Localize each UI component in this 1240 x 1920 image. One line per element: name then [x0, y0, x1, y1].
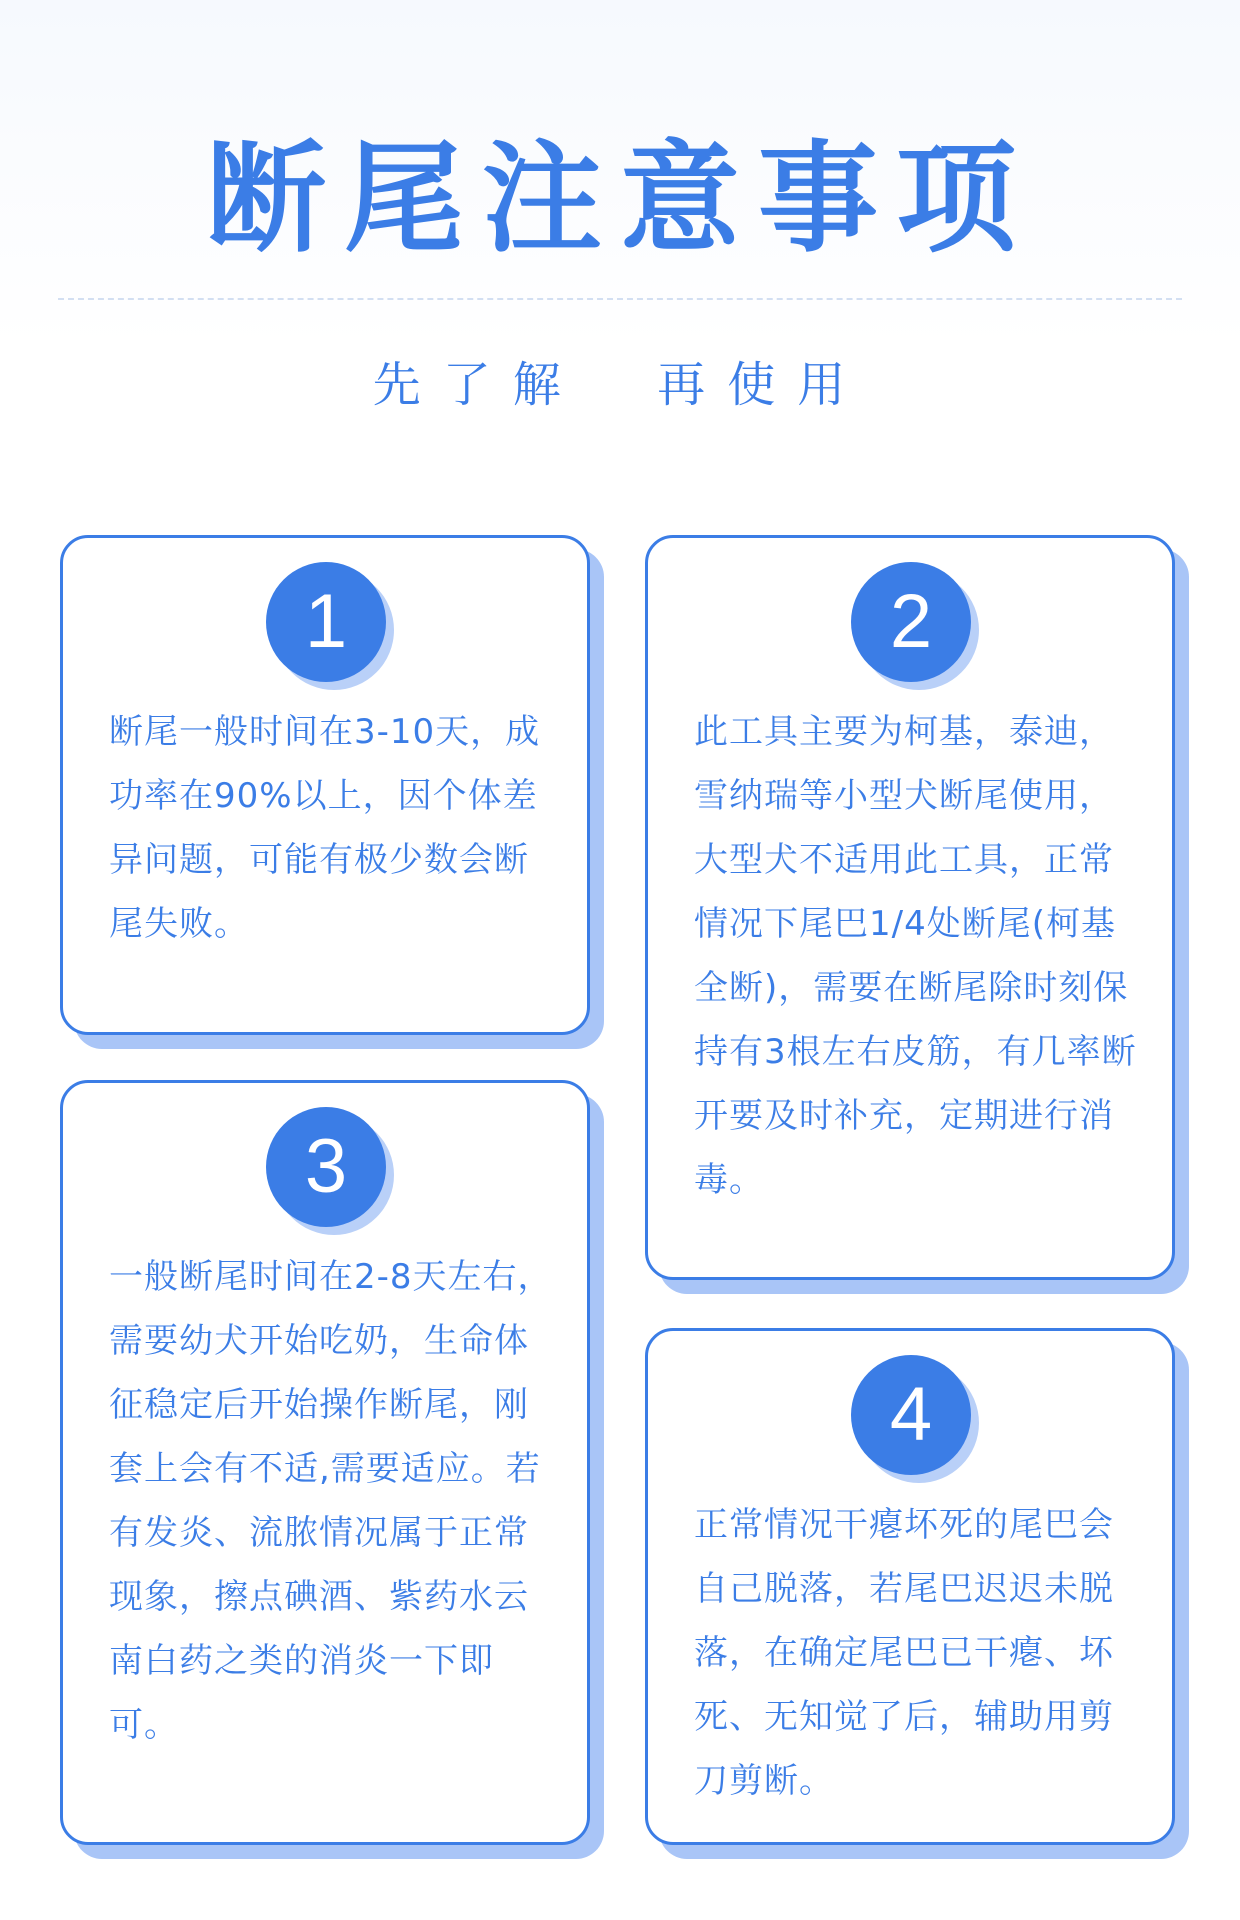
- number-badge-2: 2: [851, 562, 971, 682]
- number-badge-1: 1: [266, 562, 386, 682]
- card-text-3: 一般断尾时间在2-8天左右，需要幼犬开始吃奶，生命体征稳定后开始操作断尾，刚套上会有不适,需要适应。若有发炎、流脓情况属于正常现象，擦点碘酒、紫药水云南白药之类的消炎一下即可。: [109, 1257, 553, 1745]
- notice-card-1: [60, 535, 590, 1035]
- notice-card-3: [60, 1080, 590, 1845]
- number-badge-3: 3: [266, 1107, 386, 1227]
- page-title: 断尾注意事项: [206, 130, 1034, 269]
- notice-card-2: [645, 535, 1175, 1280]
- page-subtitle: 先了解 再使用: [372, 357, 868, 413]
- card-text-4: 正常情况干瘪坏死的尾巴会自己脱落，若尾巴迟迟未脱落，在确定尾巴已干瘪、坏死、无知觉了后，辅助用剪刀剪断。: [694, 1505, 1114, 1801]
- card-text-2: 此工具主要为柯基，泰迪，雪纳瑞等小型犬断尾使用，大型犬不适用此工具，正常情况下尾巴1/4处断尾(柯基全断)，需要在断尾除时刻保持有3根左右皮筋，有几率断开要及时补充，定期进行消毒。: [694, 712, 1137, 1200]
- divider: [58, 298, 1182, 300]
- number-badge-4: 4: [851, 1355, 971, 1475]
- notice-card-4: [645, 1328, 1175, 1845]
- card-text-1: 断尾一般时间在3-10天，成功率在90%以上，因个体差异问题，可能有极少数会断尾失败。: [109, 712, 541, 944]
